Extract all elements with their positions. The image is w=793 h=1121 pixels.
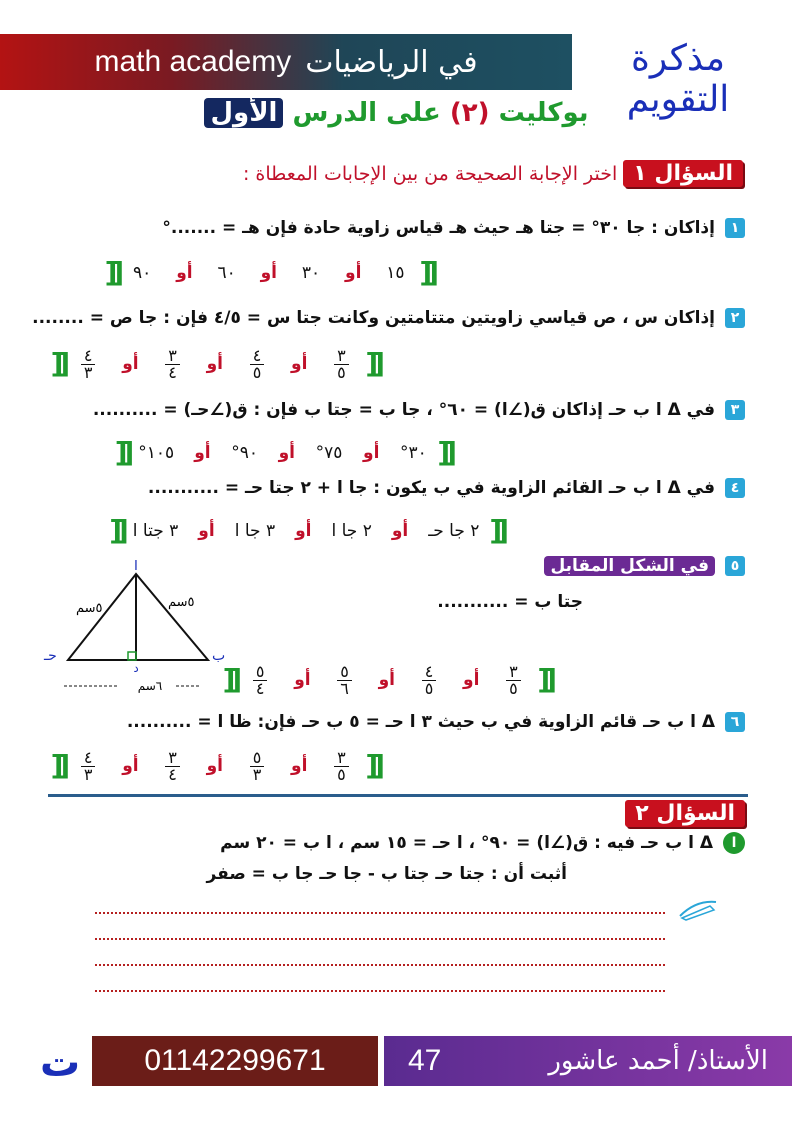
- triangle-figure: [40, 560, 230, 700]
- numerator: ٣: [334, 348, 349, 365]
- item-1: [162, 218, 745, 238]
- bracket: [[: [419, 256, 433, 289]
- denominator: ٥: [337, 765, 346, 784]
- bracket: [[: [437, 436, 451, 469]
- denominator: ٦: [340, 679, 349, 698]
- bracket: [[: [114, 436, 129, 469]
- denominator: ٣: [83, 765, 93, 784]
- answer-row-1: [105, 256, 433, 289]
- bc-dimension: ٦سم: [137, 679, 163, 693]
- fraction: [422, 664, 437, 697]
- question-1-header: [243, 160, 743, 187]
- numerator: ٣: [334, 750, 349, 767]
- item-text: جتا ب = ...........: [437, 592, 583, 612]
- question-2-prove: [207, 864, 567, 884]
- figure-label: في الشكل المقابل: [544, 556, 715, 576]
- option[interactable]: ٩٠°: [231, 442, 258, 463]
- question-1-instruction: اختر الإجابة الصحيحة من بين الإجابات المعطاة :: [242, 162, 618, 185]
- item-number: ٤: [725, 478, 745, 498]
- page-number: 47: [408, 1044, 442, 1077]
- footer-bar: [384, 1036, 792, 1086]
- denominator: ٤: [168, 363, 177, 382]
- option[interactable]: ١٠٥°: [138, 442, 175, 463]
- or-label: أو: [176, 262, 193, 283]
- ac-length: ٥سم: [76, 601, 103, 616]
- option[interactable]: ٢ جا حـ: [428, 520, 480, 541]
- vertex-a: ا: [134, 560, 138, 574]
- or-label: أو: [295, 520, 312, 541]
- numerator: ٤: [422, 664, 437, 681]
- banner-arabic: في الرياضيات: [305, 44, 478, 80]
- right-angle-mark: [128, 652, 136, 660]
- title-booklet: بوكليت: [498, 98, 589, 128]
- brand-title: مذكرة التقويم: [626, 38, 730, 120]
- fraction: [165, 750, 180, 783]
- option[interactable]: ١٥: [386, 262, 405, 283]
- item-text: إذاكان : جا ٣٠° = جتا هـ حيث هـ قياس زاوية حادة فإن هـ = .......°: [162, 218, 715, 238]
- part-letter-badge: ا: [723, 832, 745, 854]
- option[interactable]: ٣ جا ا: [234, 520, 276, 541]
- bracket: [[: [365, 347, 379, 380]
- fraction: [81, 750, 96, 783]
- item-number: ٢: [725, 308, 745, 328]
- answer-row-2: [51, 346, 379, 381]
- ab-length: ٥سم: [168, 595, 195, 610]
- or-label: أو: [291, 353, 308, 374]
- option[interactable]: [159, 748, 187, 783]
- question-2-given: [220, 832, 745, 854]
- item-3: [93, 400, 745, 420]
- denominator: ٥: [509, 679, 518, 698]
- item-6: [127, 712, 745, 732]
- option[interactable]: [331, 662, 359, 697]
- answer-line[interactable]: [95, 964, 665, 966]
- logo-icon: ت: [40, 1040, 81, 1086]
- fraction: [337, 664, 352, 697]
- numerator: ٣: [165, 750, 180, 767]
- option[interactable]: [243, 748, 271, 783]
- or-label: أو: [345, 262, 362, 283]
- bracket: [[: [537, 663, 551, 696]
- option[interactable]: [243, 346, 271, 381]
- bracket: [[: [109, 514, 123, 547]
- or-label: أو: [378, 669, 395, 690]
- title-number: (٢): [449, 98, 490, 128]
- item-text: في Δ ا ب حـ إذاكان ق(∠ا) = ٦٠° ، جا ب = جتا ب فإن : ق(∠حـ) = ..........: [92, 400, 715, 420]
- or-label: أو: [291, 755, 308, 776]
- numerator: ٥: [250, 750, 265, 767]
- option[interactable]: [415, 662, 443, 697]
- banner-english: math academy: [94, 45, 292, 78]
- bracket: [[: [365, 749, 379, 782]
- item-5-question: [437, 592, 583, 612]
- answer-line[interactable]: [95, 912, 665, 914]
- item-text: في Δ ا ب حـ القائم الزاوية في ب يكون : جا ا + ٢ جتا حـ = ...........: [147, 478, 715, 498]
- or-label: أو: [198, 520, 215, 541]
- fraction: [334, 348, 349, 381]
- numerator: ٤: [81, 348, 96, 365]
- option[interactable]: ٦٠: [217, 262, 236, 283]
- option[interactable]: [499, 662, 527, 697]
- option[interactable]: [74, 748, 102, 783]
- fraction: [253, 664, 268, 697]
- answer-line[interactable]: [95, 938, 665, 940]
- numerator: ٣: [506, 664, 521, 681]
- bracket: [[: [104, 256, 119, 289]
- given-text: Δ ا ب حـ فيه : ق(∠ا) = ٩٠° ، ا حـ = ١٥ سم ، ا ب = ٢٠ سم: [220, 833, 713, 853]
- item-5: [544, 556, 745, 576]
- option[interactable]: [159, 346, 187, 381]
- fraction: [250, 750, 265, 783]
- denominator: ٥: [252, 363, 262, 382]
- point-d: د: [133, 661, 139, 675]
- or-label: أو: [206, 755, 223, 776]
- fraction: [506, 664, 521, 697]
- option[interactable]: [327, 346, 355, 381]
- denominator: ٥: [424, 679, 434, 698]
- item-4: [148, 478, 745, 498]
- page-title: [0, 98, 793, 128]
- item-number: ٣: [725, 400, 745, 420]
- item-number: ١: [725, 218, 745, 238]
- option[interactable]: ٢ جا ا: [331, 520, 372, 541]
- option[interactable]: ٣ جتا ا: [132, 520, 179, 541]
- or-label: أو: [122, 755, 139, 776]
- bracket: [[: [222, 663, 237, 696]
- title-first-box: الأول: [204, 98, 283, 128]
- item-number: ٥: [725, 556, 745, 576]
- fraction: [250, 348, 265, 381]
- question-2-tag: السؤال ٢: [625, 800, 745, 827]
- or-label: أو: [206, 353, 223, 374]
- phone-number: 01142299671: [92, 1036, 378, 1086]
- header-banner: [0, 34, 572, 90]
- fraction: [81, 348, 96, 381]
- answer-row-4: [109, 514, 503, 547]
- option[interactable]: ٧٥°: [315, 442, 343, 463]
- vertex-c: حـ: [44, 648, 57, 664]
- item-text: إذاكان س ، ص قياسي زاويتين متتامتين وكانت جتا س = ٤/٥ فإن : جا ص = ........: [32, 308, 715, 328]
- item-text: Δ ا ب حـ قائم الزاوية في ب حيث ٣ ا حـ = ٥ ب حـ فإن: ظا ا = ..........: [126, 712, 715, 732]
- question-2-header: [625, 800, 745, 827]
- or-label: أو: [278, 442, 295, 463]
- option[interactable]: ٣٠°: [400, 442, 427, 463]
- answer-row-6: [51, 748, 379, 783]
- numerator: ٥: [253, 664, 268, 681]
- prove-text: أثبت أن : جتا حـ جتا ب - جا حـ جا ب = صفر: [206, 864, 567, 884]
- bracket: [[: [489, 514, 503, 547]
- or-label: أو: [122, 353, 139, 374]
- answer-row-3: [115, 436, 451, 469]
- option[interactable]: ٣٠: [301, 262, 321, 283]
- answer-row-5: [223, 662, 551, 697]
- numerator: ٤: [250, 348, 265, 365]
- numerator: ٥: [337, 664, 352, 681]
- denominator: ٤: [168, 765, 177, 784]
- fraction: [334, 750, 349, 783]
- pen-icon: [676, 896, 720, 926]
- denominator: ٣: [252, 765, 262, 784]
- triangle: [68, 574, 208, 660]
- bracket: [[: [50, 347, 65, 380]
- option[interactable]: [246, 662, 274, 697]
- fraction: [165, 348, 180, 381]
- denominator: ٣: [83, 363, 93, 382]
- denominator: ٤: [255, 679, 265, 698]
- item-2: [32, 308, 745, 328]
- or-label: أو: [194, 442, 211, 463]
- or-label: أو: [260, 262, 277, 283]
- divider: [48, 794, 748, 797]
- title-lesson: على الدرس: [292, 98, 441, 128]
- or-label: أو: [391, 520, 409, 541]
- or-label: أو: [463, 669, 480, 690]
- bracket: [[: [50, 749, 65, 782]
- teacher-name: الأستاذ/ أحمد عاشور: [548, 1046, 768, 1076]
- numerator: ٣: [165, 348, 180, 365]
- option[interactable]: ٩٠: [133, 262, 152, 283]
- option[interactable]: [74, 346, 102, 381]
- vertex-b: ب: [212, 648, 226, 664]
- answer-line[interactable]: [95, 990, 665, 992]
- item-number: ٦: [725, 712, 745, 732]
- denominator: ٥: [337, 363, 346, 382]
- or-label: أو: [363, 442, 380, 463]
- numerator: ٤: [81, 750, 96, 767]
- option[interactable]: [327, 748, 355, 783]
- question-1-tag: السؤال ١: [623, 160, 743, 187]
- or-label: أو: [294, 669, 311, 690]
